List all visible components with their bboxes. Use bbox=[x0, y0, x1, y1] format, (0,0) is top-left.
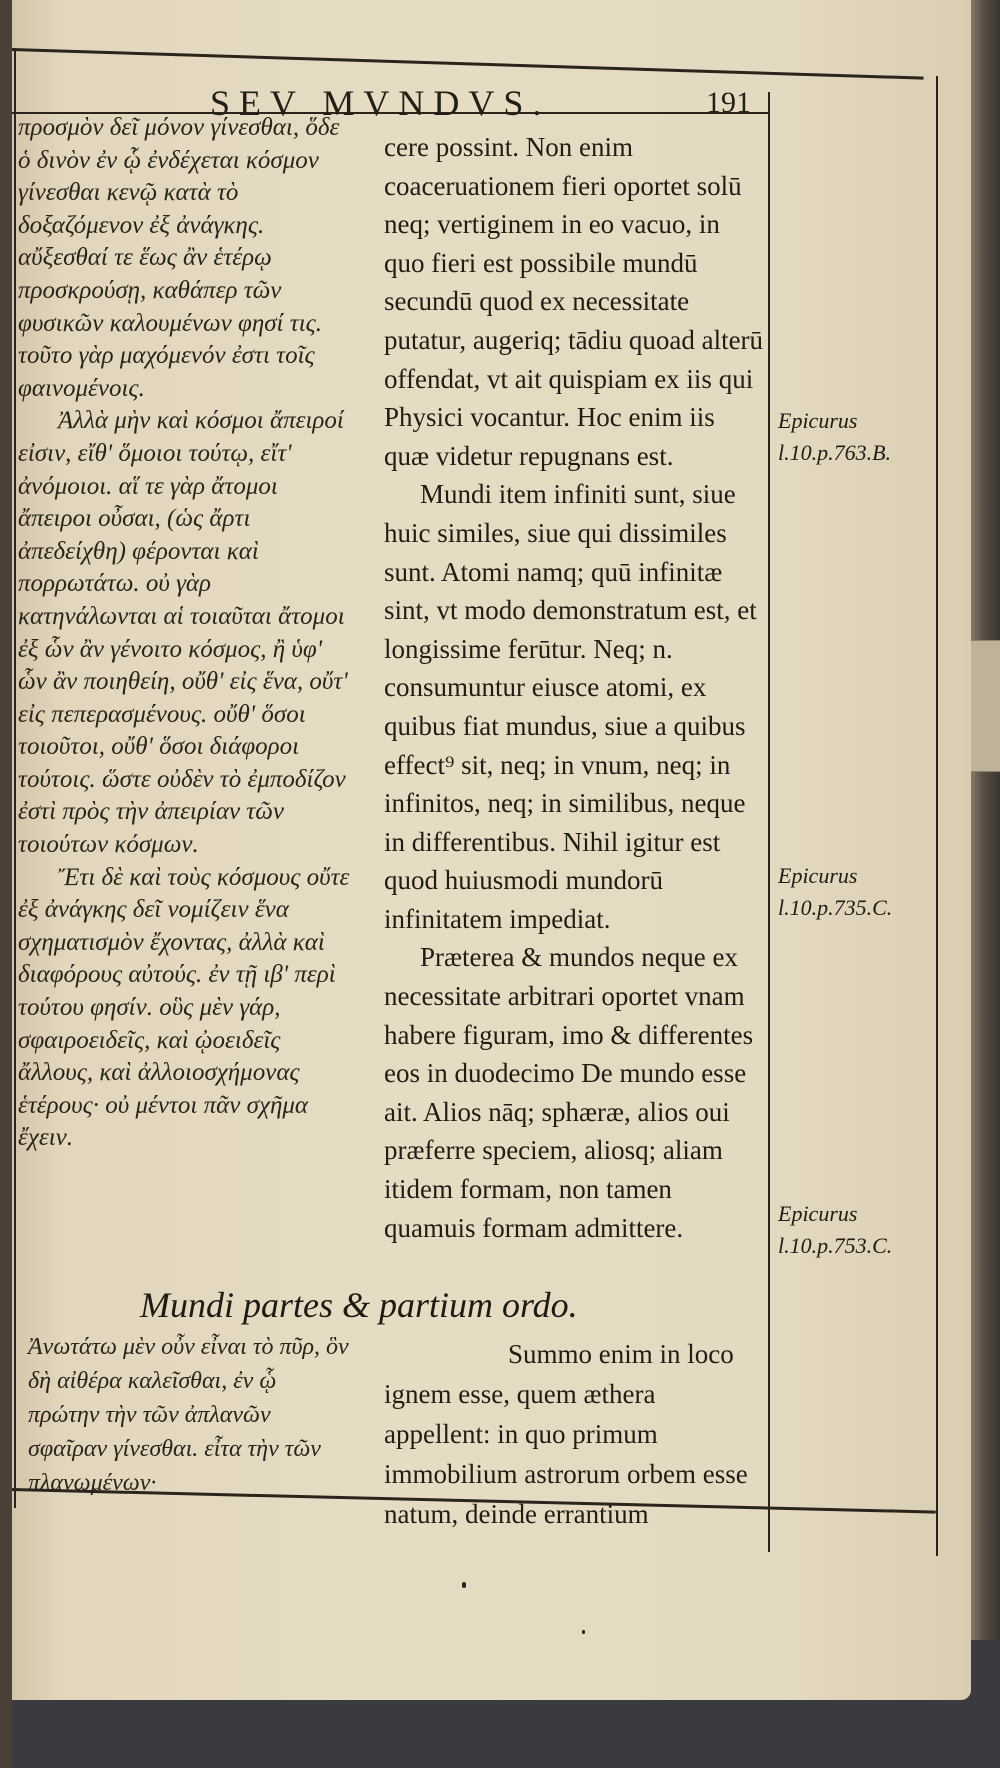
margin-note-author: Epicurus bbox=[778, 408, 858, 433]
latin-lower-block bbox=[384, 1334, 764, 1534]
left-border bbox=[14, 48, 16, 1508]
margin-note bbox=[778, 860, 928, 924]
section-heading: Mundi partes & partium ordo. bbox=[140, 1285, 578, 1325]
greek-paragraph: Ἔτι δὲ καὶ τοὺς κόσμους οὔτε ἐξ ἀνάγκης δεῖ νομίζειν ἕνα σχηματισμὸν ἔχοντας, ἀλλὰ καὶ διαφόρους αὐτούς. ἐν τῇ ιβ' περὶ τούτου φησίν. οὓς μὲν γάρ, σφαιροειδεῖς, καὶ ᾠοειδεῖς ἄλλους, καὶ ἀλλοιοσχήμονας ἑτέρους· οὐ μέντοι πᾶν σχῆμα ἔχειν. bbox=[18, 863, 350, 1152]
page-number: 191 bbox=[706, 86, 751, 119]
margin-note-ref: l.10.p.753.C. bbox=[778, 1233, 893, 1258]
latin-paragraph: Præterea & mundos neque ex necessitate arbitrari oportet vnam habere figuram, imo & differentes eos in duodecimo De mundo esse ait. Alios nāq; sphæræ, alios oui præferre speciem, aliosq; aliam itidem formam, non tamen quamuis formam admittere. bbox=[384, 942, 754, 1243]
column-divider bbox=[768, 92, 770, 1552]
greek-paragraph: προσμὸν δεῖ μόνον γίνεσθαι, ὅδε ὁ δινὸν ἐν ᾧ ἐνδέχεται κόσμον γίνεσθαι κενῷ κατὰ τὸ δοξαζόμενον ἐξ ἀνάγκης. αὔξεσθαί τε ἕως ἂν ἑτέρῳ προσκρούσῃ, καθάπερ τῶν φυσικῶν καλουμένων φησί τις. τοῦτο γὰρ μαχόμενόν ἐστι τοῖς φαινομένοις. bbox=[18, 114, 340, 402]
margin-note-author: Epicurus bbox=[778, 1201, 858, 1226]
margin-note bbox=[778, 1198, 928, 1262]
margin-note bbox=[778, 405, 928, 469]
page-edge bbox=[970, 0, 1000, 1640]
greek-paragraph: Ἀλλὰ μὴν καὶ κόσμοι ἄπειροί εἰσιν, εἴθ' ὅμοιοι τούτῳ, εἴτ' ἀνόμοιοι. αἵ τε γὰρ ἄτομοι ἄπειροι οὖσαι, (ὡς ἄρτι ἀπεδείχθη) φέρονται καὶ πορρωτάτω. οὐ γὰρ κατηνάλωνται αἱ τοιαῦται ἄτομοι ἐξ ὧν ἂν γένοιτο κόσμος, ἢ ὑφ' ὧν ἂν ποιηθείη, οὔθ' εἰς ἕνα, οὔτ' εἰς πεπερασμένους. οὔθ' ὅσοι τοιοῦτοι, οὔθ' ὅσοι διάφοροι τούτοις. ὥστε οὐδὲν τὸ ἐμποδίζον ἐστὶ πρὸς τὴν ἀπειρίαν τῶν τοιούτων κόσμων. bbox=[18, 407, 348, 859]
ink-speck bbox=[462, 1582, 466, 1588]
ink-speck bbox=[582, 1630, 585, 1634]
greek-text-column bbox=[18, 112, 353, 1155]
greek-lower-paragraph: Ἀνωτάτω μὲν οὖν εἶναι τὸ πῦρ, ὃν δὴ αἰθέρα καλεῖσθαι, ἐν ᾧ πρώτην τὴν τῶν ἀπλανῶν σφαῖραν γίνεσθαι. εἶτα τὴν τῶν πλανωμένων· bbox=[28, 1334, 349, 1496]
latin-paragraph: cere possint. Non enim coaceruationem fieri oportet solū neq; vertiginem in eo vacuo, in quo fieri est possibile mundū secundū quod ex necessitate putatur, augeriq; tādiu quoad alterū offendat, vt ait quispiam ex iis qui Physici vocantur. Hoc enim iis quæ videtur repugnans est. bbox=[384, 132, 764, 471]
margin-note-ref: l.10.p.735.C. bbox=[778, 895, 893, 920]
latin-lower-paragraph: Summo enim in loco ignem esse, quem æthera appellent: in quo primum immobilium astrorum orbem esse natum, deinde errantium bbox=[384, 1339, 748, 1529]
running-head: SEV MVNDVS. bbox=[210, 83, 551, 123]
latin-text-column bbox=[384, 128, 764, 1247]
latin-paragraph: Mundi item infiniti sunt, siue huic similes, siue qui dissimiles sunt. Atomi namq; quū infinitæ sint, vt modo demonstratum est, et longissime ferūtur. Neq; n. consumuntur eiusce atomi, ex quibus fiat mundus, siue a quibus effect⁹ sit, neq; in vnum, neq; in infinitos, neq; in similibus, neque in differentibus. Nihil igitur est quod huiusmodi mundorū infinitatem impediat. bbox=[384, 479, 757, 934]
book-spine bbox=[0, 0, 12, 1768]
margin-note-author: Epicurus bbox=[778, 863, 858, 888]
right-border bbox=[936, 76, 938, 1556]
margin-note-ref: l.10.p.763.B. bbox=[778, 440, 892, 465]
